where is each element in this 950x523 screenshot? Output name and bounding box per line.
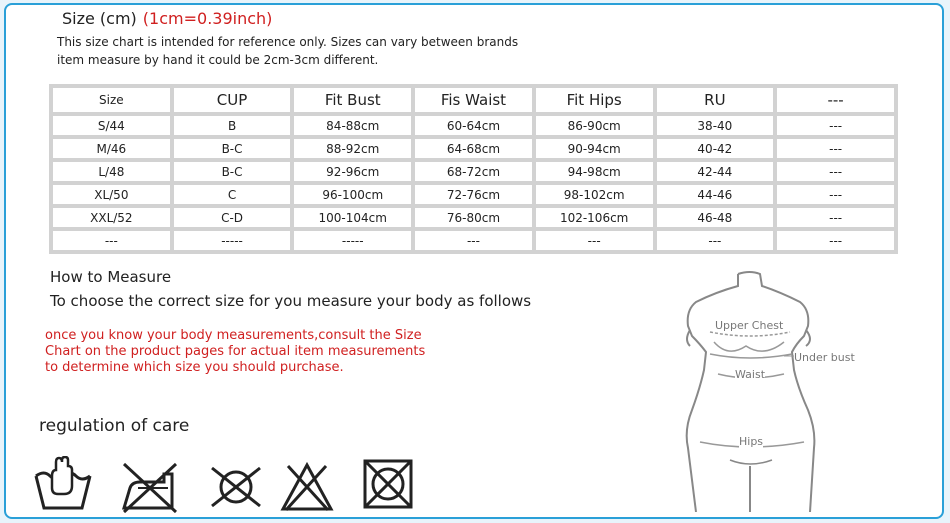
table-row <box>53 185 894 204</box>
upper-chest-label: Upper Chest <box>715 319 784 332</box>
reference-note-line1: This size chart is intended for reference only. Sizes can vary between brands <box>57 35 519 49</box>
table-cell: 92-96cm <box>294 162 411 181</box>
table-cell: ----- <box>294 231 411 250</box>
hand-wash-icon <box>30 456 96 516</box>
table-cell: --- <box>415 231 532 250</box>
table-cell: 86-90cm <box>536 116 653 135</box>
advice-line: once you know your body measurements,consult the Size <box>45 328 422 343</box>
header-ru: RU <box>657 88 774 112</box>
header-size: Size <box>53 88 170 112</box>
table-cell: ----- <box>174 231 291 250</box>
table-cell: 38-40 <box>657 116 774 135</box>
table-cell: 72-76cm <box>415 185 532 204</box>
care-heading: regulation of care <box>39 416 190 436</box>
header-fit-bust: Fit Bust <box>294 88 411 112</box>
measurement-advice <box>45 328 425 376</box>
table-cell: --- <box>777 162 894 181</box>
header-extra: --- <box>777 88 894 112</box>
table-cell: 102-106cm <box>536 208 653 227</box>
table-cell: --- <box>777 139 894 158</box>
advice-line: to determine which size you should purchase. <box>45 360 344 375</box>
table-cell: 100-104cm <box>294 208 411 227</box>
table-cell: 84-88cm <box>294 116 411 135</box>
under-bust-label: Under bust <box>794 351 855 364</box>
size-table <box>49 84 898 254</box>
do-not-bleach-icon <box>280 462 334 516</box>
do-not-dryclean-icon <box>208 466 264 512</box>
table-cell: M/46 <box>53 139 170 158</box>
do-not-iron-icon <box>120 460 180 518</box>
header-cup: CUP <box>174 88 291 112</box>
table-cell: L/48 <box>53 162 170 181</box>
table-row <box>53 139 894 158</box>
table-cell: 96-100cm <box>294 185 411 204</box>
table-cell: B-C <box>174 139 291 158</box>
table-cell: 98-102cm <box>536 185 653 204</box>
size-title: Size (cm) <box>62 9 137 28</box>
table-cell: 64-68cm <box>415 139 532 158</box>
table-cell: 68-72cm <box>415 162 532 181</box>
table-cell: 40-42 <box>657 139 774 158</box>
table-cell: 44-46 <box>657 185 774 204</box>
waist-label: Waist <box>735 368 766 381</box>
table-cell: --- <box>777 208 894 227</box>
table-cell: --- <box>777 185 894 204</box>
how-to-measure-subheading: To choose the correct size for you measure your body as follows <box>50 292 532 310</box>
table-header-row <box>53 88 894 112</box>
table-cell: 76-80cm <box>415 208 532 227</box>
table-cell: 60-64cm <box>415 116 532 135</box>
table-cell: 42-44 <box>657 162 774 181</box>
table-row <box>53 231 894 250</box>
table-cell: --- <box>777 116 894 135</box>
do-not-tumble-dry-icon <box>362 458 414 514</box>
table-cell: XL/50 <box>53 185 170 204</box>
table-cell: --- <box>657 231 774 250</box>
table-cell: B <box>174 116 291 135</box>
table-cell: C <box>174 185 291 204</box>
header-fit-hips: Fit Hips <box>536 88 653 112</box>
table-row <box>53 208 894 227</box>
table-cell: 94-98cm <box>536 162 653 181</box>
table-cell: 90-94cm <box>536 139 653 158</box>
table-cell: --- <box>53 231 170 250</box>
table-row <box>53 162 894 181</box>
table-cell: C-D <box>174 208 291 227</box>
page-title <box>62 9 272 28</box>
hips-label: Hips <box>739 435 764 448</box>
table-cell: --- <box>536 231 653 250</box>
table-cell: XXL/52 <box>53 208 170 227</box>
conversion-note: (1cm=0.39inch) <box>142 9 273 28</box>
table-cell: S/44 <box>53 116 170 135</box>
header-fis-waist: Fis Waist <box>415 88 532 112</box>
how-to-measure-heading: How to Measure <box>50 268 172 286</box>
body-measure-figure <box>680 270 880 516</box>
advice-line: Chart on the product pages for actual item measurements <box>45 344 426 359</box>
reference-note-line2: item measure by hand it could be 2cm-3cm different. <box>57 53 379 67</box>
table-row <box>53 116 894 135</box>
table-cell: 88-92cm <box>294 139 411 158</box>
table-cell: 46-48 <box>657 208 774 227</box>
table-cell: B-C <box>174 162 291 181</box>
table-cell: --- <box>777 231 894 250</box>
